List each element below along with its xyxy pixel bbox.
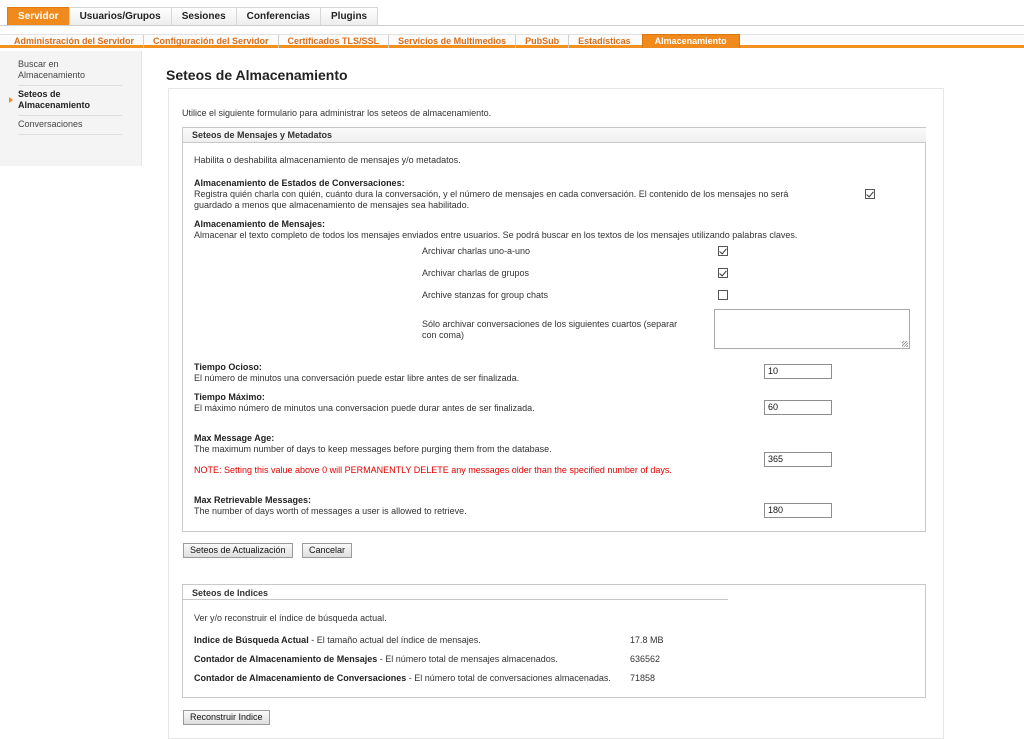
subtab-multimedios[interactable]: Servicios de Multimedios [389, 35, 516, 48]
max-retrievable-input[interactable]: 180 [764, 503, 832, 518]
tab-conferencias[interactable]: Conferencias [236, 7, 321, 26]
sidebar-item-label: Conversaciones [18, 119, 83, 129]
settings-desc: Habilita o deshabilita almacenamiento de mensajes y/o metadatos. [194, 155, 461, 165]
sidebar-divider [18, 85, 122, 86]
rebuild-index-button[interactable]: Reconstruir Indice [183, 710, 270, 725]
max-time-input[interactable]: 60 [764, 400, 832, 415]
subtab-admin-servidor[interactable]: Administración del Servidor [5, 35, 144, 48]
main-tabs [7, 7, 377, 26]
index-row-label: Indice de Búsqueda Actual [194, 635, 309, 645]
sub-tabs [5, 35, 740, 48]
index-size-value: 17.8 MB [630, 635, 664, 645]
stanzas-checkbox[interactable] [718, 290, 728, 300]
conv-state-title: Almacenamiento de Estados de Conversaciones: [194, 178, 405, 188]
resize-grip-icon[interactable] [902, 341, 908, 347]
index-header-divider [183, 599, 728, 600]
conversation-count-value: 71858 [630, 673, 656, 683]
page-title: Seteos de Almacenamiento [166, 67, 348, 83]
settings-box-header: Seteos de Mensajes y Metadatos [183, 128, 926, 143]
sidebar-item-label: Seteos de [18, 89, 61, 99]
index-row [194, 635, 481, 646]
sidebar-item-label: Almacenamiento [18, 100, 91, 110]
subtab-almacenamiento[interactable]: Almacenamiento [642, 34, 740, 48]
sidebar-item-seteos[interactable] [18, 89, 122, 111]
index-desc: Ver y/o reconstruir el índice de búsqueda actual. [194, 613, 387, 623]
tab-plugins[interactable]: Plugins [320, 7, 378, 26]
idle-desc: El número de minutos una conversación puede estar libre antes de ser finalizada. [194, 373, 520, 383]
sidebar [0, 51, 142, 166]
conv-state-checkbox[interactable] [865, 189, 875, 199]
nav-divider [0, 25, 1024, 26]
rooms-label: con coma) [422, 330, 465, 340]
conv-state-desc: guardado a menos que almacenamiento de mensajes sea habilitado. [194, 200, 470, 210]
message-count-value: 636562 [630, 654, 661, 664]
subtab-pubsub[interactable]: PubSub [516, 35, 569, 48]
max-age-title: Max Message Age: [194, 433, 275, 443]
page-intro: Utilice el siguiente formulario para administrar los seteos de almacenamiento. [182, 108, 492, 118]
tab-servidor[interactable]: Servidor [7, 7, 70, 26]
idle-title: Tiempo Ocioso: [194, 362, 262, 372]
subtab-estadisticas[interactable]: Estadísticas [578, 36, 631, 46]
index-row-desc: - El número total de conversaciones almacenadas. [406, 673, 611, 683]
opt-one-to-one-label: Archivar charlas uno-a-uno [422, 246, 531, 256]
max-age-warning: NOTE: Setting this value above 0 will PERMANENTLY DELETE any messages older than the specified number of days. [194, 465, 672, 475]
index-box-header: Seteos de Indices [192, 588, 269, 598]
max-age-input[interactable]: 365 [764, 452, 832, 467]
sidebar-item-buscar[interactable] [18, 59, 122, 81]
cancel-button[interactable]: Cancelar [302, 543, 352, 558]
max-time-title: Tiempo Máximo: [194, 392, 265, 402]
sidebar-item-conversaciones[interactable] [18, 119, 122, 130]
max-retrievable-desc: The number of days worth of messages a user is allowed to retrieve. [194, 506, 467, 516]
tab-usuarios-grupos[interactable]: Usuarios/Grupos [69, 7, 172, 26]
one-to-one-checkbox[interactable] [718, 246, 728, 256]
rooms-label: Sólo archivar conversaciones de los siguientes cuartos (separar [422, 319, 678, 329]
conv-state-desc: Registra quién charla con quién, cuánto dura la conversación, y el número de mensajes en cada conversación. El contenido de los mensajes no será [194, 189, 789, 199]
tab-sesiones[interactable]: Sesiones [171, 7, 237, 26]
index-row-desc: - El número total de mensajes almacenados. [377, 654, 558, 664]
index-row-label: Contador de Almacenamiento de Conversaciones [194, 673, 407, 683]
index-row-label: Contador de Almacenamiento de Mensajes [194, 654, 378, 664]
index-row [194, 654, 558, 665]
max-age-desc: The maximum number of days to keep messages before purging them from the database. [194, 444, 552, 454]
index-row-desc: - El tamaño actual del índice de mensajes. [308, 635, 481, 645]
sidebar-divider [18, 115, 122, 116]
top-navigation [0, 0, 1024, 26]
active-arrow-icon [9, 97, 13, 103]
index-row [194, 673, 611, 684]
rooms-textarea[interactable] [714, 309, 910, 349]
sidebar-divider [18, 134, 122, 135]
opt-groups-label: Archivar charlas de grupos [422, 268, 530, 278]
idle-time-input[interactable]: 10 [764, 364, 832, 379]
sidebar-item-label: Almacenamiento [18, 70, 86, 80]
sidebar-item-label: Buscar en [18, 59, 59, 69]
groups-checkbox[interactable] [718, 268, 728, 278]
subtab-certificados[interactable]: Certificados TLS/SSL [279, 35, 390, 48]
max-time-desc: El máximo número de minutos una conversacion puede durar antes de ser finalizada. [194, 403, 535, 413]
max-retrievable-title: Max Retrievable Messages: [194, 495, 312, 505]
opt-stanzas-label: Archive stanzas for group chats [422, 290, 549, 300]
msg-storage-title: Almacenamiento de Mensajes: [194, 219, 326, 229]
update-settings-button[interactable]: Seteos de Actualización [183, 543, 293, 558]
subtab-config-servidor[interactable]: Configuración del Servidor [144, 35, 279, 48]
msg-storage-desc: Almacenar el texto completo de todos los mensajes enviados entre usuarios. Se podrá buscar en los textos de los mensajes utilizando palabras claves. [194, 230, 798, 240]
